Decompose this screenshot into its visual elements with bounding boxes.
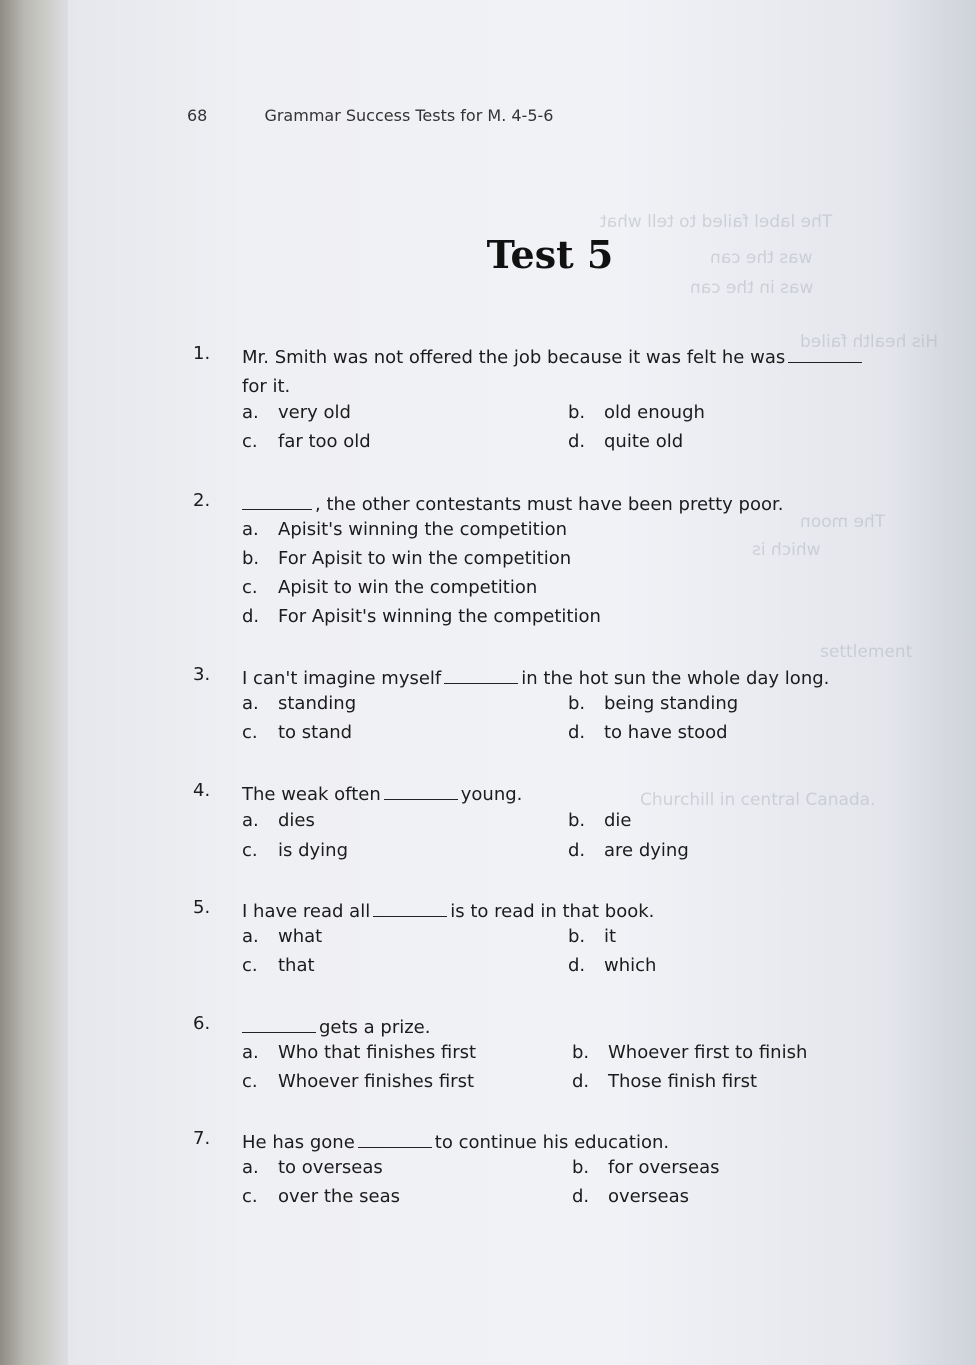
option-a[interactable]: a. to overseas xyxy=(242,1157,383,1178)
question-number: 1. xyxy=(193,343,211,364)
bleed-through-text: was in the can xyxy=(690,278,814,298)
option-b[interactable]: b. Whoever first to finish xyxy=(572,1042,808,1063)
answer-blank xyxy=(444,669,518,684)
option-d[interactable]: d. are dying xyxy=(568,840,689,861)
option-d[interactable]: d. which xyxy=(568,955,657,976)
bleed-through-text: The label failed to tell what xyxy=(600,212,833,232)
option-a[interactable]: a. what xyxy=(242,926,323,947)
question-stem: Mr. Smith was not offered the job because it was felt he was for it. xyxy=(242,343,912,401)
question-number: 5. xyxy=(193,897,211,918)
answer-blank xyxy=(384,785,458,800)
answer-blank xyxy=(242,1018,316,1033)
question-stem: gets a prize. xyxy=(242,1013,912,1042)
option-d[interactable]: d. to have stood xyxy=(568,722,728,743)
test-title: Test 5 xyxy=(486,232,614,277)
option-d[interactable]: d. quite old xyxy=(568,431,684,452)
option-c[interactable]: c. is dying xyxy=(242,840,349,861)
page-number: 68 xyxy=(187,106,208,125)
question-stem: I have read all is to read in that book. xyxy=(242,901,655,922)
question-number: 6. xyxy=(193,1013,211,1034)
option-a[interactable]: a. standing xyxy=(242,693,357,714)
option-d[interactable]: d. Those finish first xyxy=(572,1071,758,1092)
option-b[interactable]: b. being standing xyxy=(568,693,739,714)
option-d[interactable]: d. For Apisit's winning the competition xyxy=(242,606,601,627)
question-number: 7. xyxy=(193,1128,211,1149)
question-stem: , the other contestants must have been pretty poor. xyxy=(242,490,912,519)
option-b[interactable]: b. die xyxy=(568,810,632,831)
bleed-through-text: which is xyxy=(752,540,821,560)
option-a[interactable]: a. Apisit's winning the competition xyxy=(242,519,568,540)
question-number: 2. xyxy=(193,490,211,511)
option-c[interactable]: c. to stand xyxy=(242,722,353,743)
option-a[interactable]: a. Who that finishes first xyxy=(242,1042,477,1063)
book-title: Grammar Success Tests for M. 4-5-6 xyxy=(264,106,554,125)
option-b[interactable]: b. it xyxy=(568,926,617,947)
question-number: 3. xyxy=(193,664,211,685)
bleed-through-text: His health failed xyxy=(800,332,939,352)
question-stem: The weak often young. xyxy=(242,784,523,805)
bleed-through-text: The moon xyxy=(800,512,886,532)
bleed-through-text: settlement xyxy=(820,642,913,662)
option-b[interactable]: b. for overseas xyxy=(572,1157,720,1178)
option-a[interactable]: a. dies xyxy=(242,810,315,831)
answer-blank xyxy=(373,902,447,917)
answer-blank xyxy=(242,495,312,510)
answer-blank xyxy=(358,1133,432,1148)
option-a[interactable]: a. very old xyxy=(242,402,351,423)
option-c[interactable]: c. Apisit to win the competition xyxy=(242,577,538,598)
question-number: 4. xyxy=(193,780,211,801)
option-d[interactable]: d. overseas xyxy=(572,1186,689,1207)
question-stem: I can't imagine myself in the hot sun the whole day long. xyxy=(242,668,830,689)
page-header xyxy=(187,106,553,125)
option-b[interactable]: b. old enough xyxy=(568,402,705,423)
option-b[interactable]: b. For Apisit to win the competition xyxy=(242,548,572,569)
option-c[interactable]: c. over the seas xyxy=(242,1186,400,1207)
bleed-through-text: was the can xyxy=(710,248,813,268)
answer-blank xyxy=(788,348,862,363)
question-stem: He has gone to continue his education. xyxy=(242,1132,670,1153)
option-c[interactable]: c. far too old xyxy=(242,431,371,452)
option-c[interactable]: c. that xyxy=(242,955,315,976)
option-c[interactable]: c. Whoever finishes first xyxy=(242,1071,475,1092)
bleed-through-text: Churchill in central Canada. xyxy=(640,790,876,810)
